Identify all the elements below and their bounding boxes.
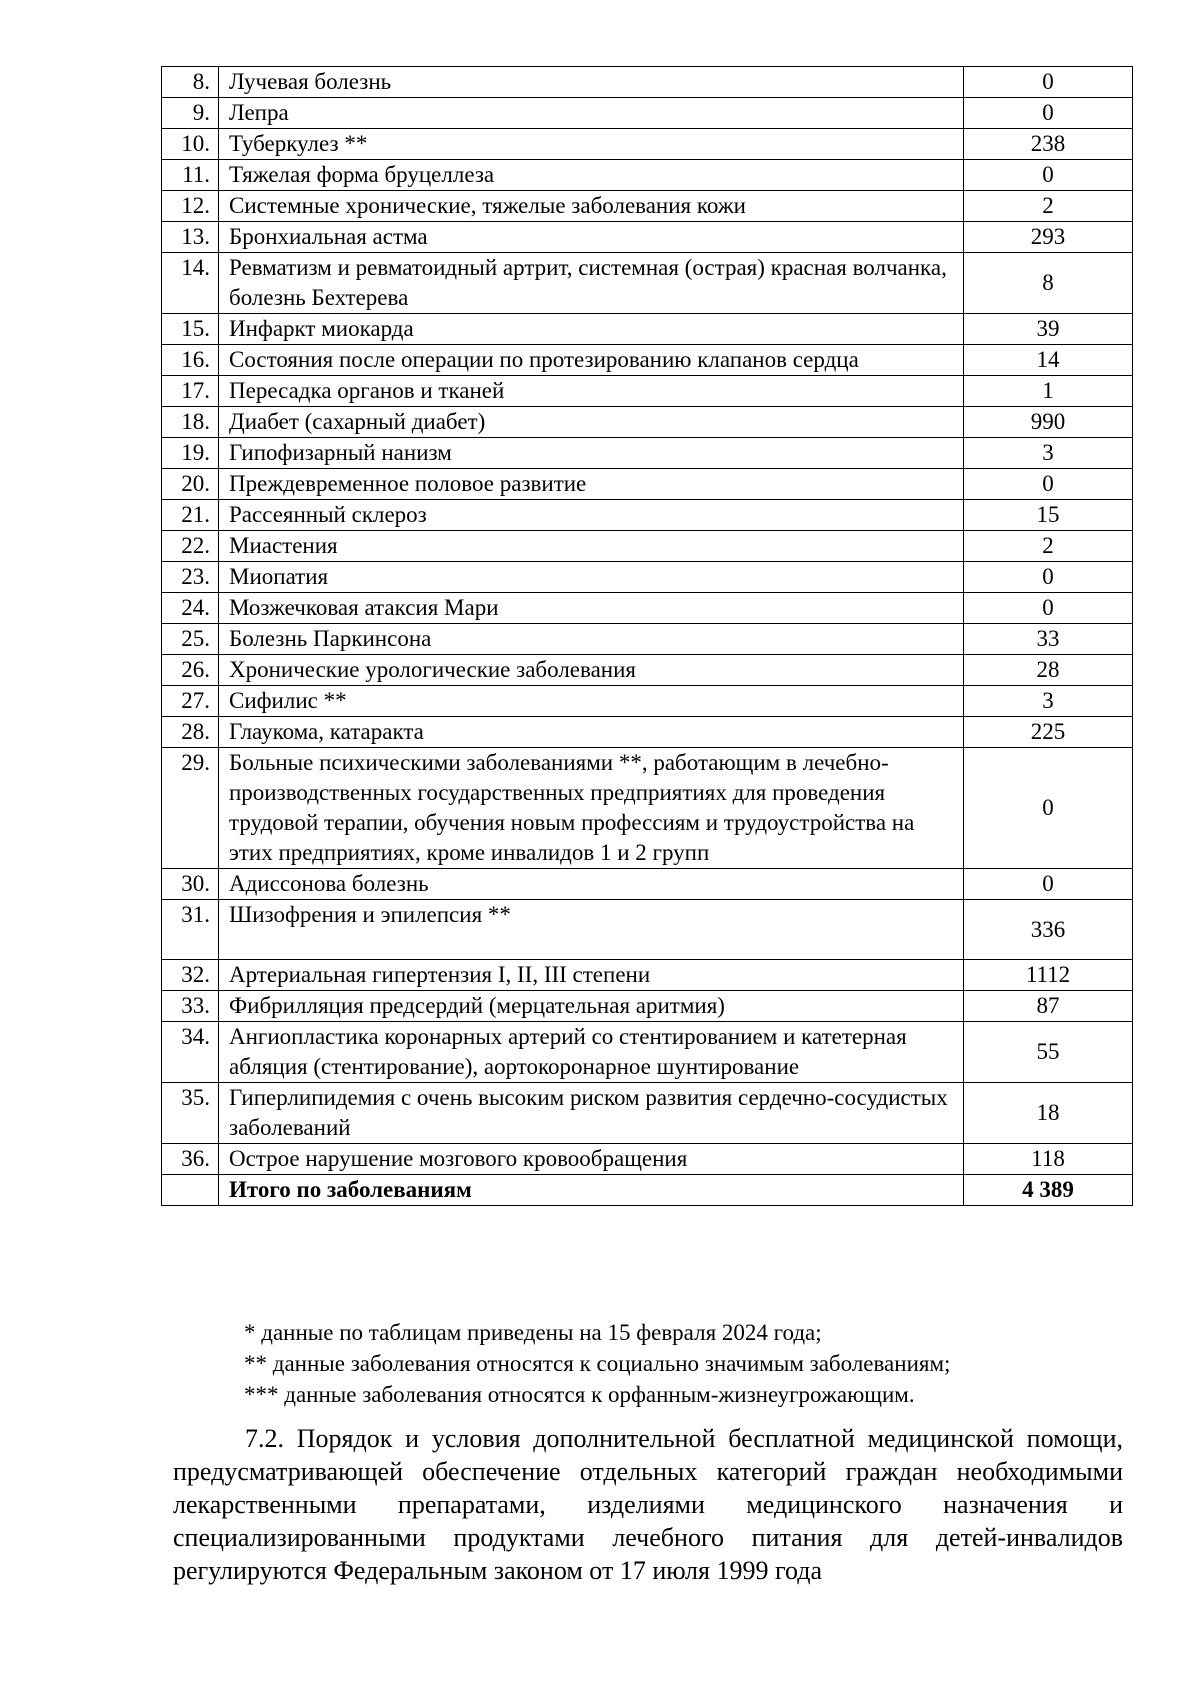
patient-count: 0 xyxy=(964,562,1133,593)
patient-count: 238 xyxy=(964,129,1133,160)
patient-count: 0 xyxy=(964,67,1133,98)
row-number: 36. xyxy=(162,1144,219,1175)
patient-count: 18 xyxy=(964,1083,1133,1144)
disease-name: Итого по заболеваниям xyxy=(219,1175,964,1206)
disease-name: Инфаркт миокарда xyxy=(219,314,964,345)
disease-name: Тяжелая форма бруцеллеза xyxy=(219,160,964,191)
row-number: 32. xyxy=(162,960,219,991)
table-row xyxy=(162,345,1133,376)
patient-count: 4 389 xyxy=(964,1175,1133,1206)
table-row xyxy=(162,655,1133,686)
disease-table xyxy=(161,66,1133,1206)
patient-count: 990 xyxy=(964,407,1133,438)
table-row xyxy=(162,438,1133,469)
row-number: 19. xyxy=(162,438,219,469)
disease-name: Фибрилляция предсердий (мерцательная аритмия) xyxy=(219,991,964,1022)
row-number: 31. xyxy=(162,900,219,960)
row-number: 11. xyxy=(162,160,219,191)
row-number: 9. xyxy=(162,98,219,129)
row-number: 13. xyxy=(162,222,219,253)
table-row xyxy=(162,129,1133,160)
row-number: 15. xyxy=(162,314,219,345)
table-row xyxy=(162,717,1133,748)
disease-name: Острое нарушение мозгового кровообращения xyxy=(219,1144,964,1175)
disease-name: Состояния после операции по протезированию клапанов сердца xyxy=(219,345,964,376)
patient-count: 3 xyxy=(964,438,1133,469)
disease-name: Преждевременное половое развитие xyxy=(219,469,964,500)
disease-table-body xyxy=(162,67,1133,1206)
patient-count: 2 xyxy=(964,531,1133,562)
patient-count: 293 xyxy=(964,222,1133,253)
disease-name: Гиперлипидемия с очень высоким риском развития сердечно-сосудистых заболеваний xyxy=(219,1083,964,1144)
disease-name: Болезнь Паркинсона xyxy=(219,624,964,655)
disease-name: Ревматизм и ревматоидный артрит, системная (острая) красная волчанка, болезнь Бехтерева xyxy=(219,253,964,314)
patient-count: 0 xyxy=(964,469,1133,500)
footnote: *** данные заболевания относятся к орфанным-жизнеугрожающим. xyxy=(244,1382,915,1407)
row-number: 33. xyxy=(162,991,219,1022)
patient-count: 8 xyxy=(964,253,1133,314)
table-row xyxy=(162,686,1133,717)
table-row xyxy=(162,160,1133,191)
table-row xyxy=(162,531,1133,562)
table-row xyxy=(162,1022,1133,1083)
patient-count: 0 xyxy=(964,748,1133,869)
disease-name: Глаукома, катаракта xyxy=(219,717,964,748)
footnote: * данные по таблицам приведены на 15 февраля 2024 года; xyxy=(244,1320,822,1345)
disease-name: Больные психическими заболеваниями **, работающим в лечебно-производственных государственных предприятиях для проведения трудовой терапии, обучения новым профессиям и трудоустройства на этих предприятиях, кроме инвалидов 1 и 2 групп xyxy=(219,748,964,869)
row-number: 10. xyxy=(162,129,219,160)
row-number: 16. xyxy=(162,345,219,376)
patient-count: 336 xyxy=(964,900,1133,960)
disease-name: Ангиопластика коронарных артерий со стентированием и катетерная абляция (стентирование), аортокоронарное шунтирование xyxy=(219,1022,964,1083)
table-row xyxy=(162,748,1133,869)
row-number: 29. xyxy=(162,748,219,869)
table-row xyxy=(162,900,1133,960)
row-number: 35. xyxy=(162,1083,219,1144)
disease-name: Рассеянный склероз xyxy=(219,500,964,531)
row-number: 34. xyxy=(162,1022,219,1083)
table-row xyxy=(162,1083,1133,1144)
row-number: 21. xyxy=(162,500,219,531)
patient-count: 15 xyxy=(964,500,1133,531)
row-number: 30. xyxy=(162,869,219,900)
table-row xyxy=(162,624,1133,655)
patient-count: 0 xyxy=(964,160,1133,191)
disease-name: Адиссонова болезнь xyxy=(219,869,964,900)
row-number: 18. xyxy=(162,407,219,438)
disease-name: Лучевая болезнь xyxy=(219,67,964,98)
row-number: 17. xyxy=(162,376,219,407)
table-row xyxy=(162,191,1133,222)
table-row xyxy=(162,500,1133,531)
row-number: 22. xyxy=(162,531,219,562)
disease-name: Миастения xyxy=(219,531,964,562)
table-row xyxy=(162,98,1133,129)
table-row xyxy=(162,407,1133,438)
table-row xyxy=(162,67,1133,98)
patient-count: 87 xyxy=(964,991,1133,1022)
table-row xyxy=(162,469,1133,500)
disease-name: Гипофизарный нанизм xyxy=(219,438,964,469)
patient-count: 3 xyxy=(964,686,1133,717)
patient-count: 118 xyxy=(964,1144,1133,1175)
footnotes xyxy=(244,1317,950,1410)
patient-count: 1112 xyxy=(964,960,1133,991)
disease-name: Туберкулез ** xyxy=(219,129,964,160)
patient-count: 28 xyxy=(964,655,1133,686)
patient-count: 0 xyxy=(964,98,1133,129)
disease-name: Лепра xyxy=(219,98,964,129)
row-number: 28. xyxy=(162,717,219,748)
row-number: 26. xyxy=(162,655,219,686)
row-number: 14. xyxy=(162,253,219,314)
disease-name: Шизофрения и эпилепсия ** xyxy=(219,900,964,960)
table-row xyxy=(162,869,1133,900)
disease-name: Бронхиальная астма xyxy=(219,222,964,253)
table-row xyxy=(162,562,1133,593)
patient-count: 225 xyxy=(964,717,1133,748)
row-number: 8. xyxy=(162,67,219,98)
disease-name: Миопатия xyxy=(219,562,964,593)
disease-name: Системные хронические, тяжелые заболевания кожи xyxy=(219,191,964,222)
row-number: 20. xyxy=(162,469,219,500)
patient-count: 1 xyxy=(964,376,1133,407)
disease-name: Сифилис ** xyxy=(219,686,964,717)
patient-count: 0 xyxy=(964,593,1133,624)
patient-count: 0 xyxy=(964,869,1133,900)
table-row xyxy=(162,960,1133,991)
table-row xyxy=(162,593,1133,624)
table-row xyxy=(162,376,1133,407)
table-row xyxy=(162,991,1133,1022)
row-number: 27. xyxy=(162,686,219,717)
footnote: ** данные заболевания относятся к социально значимым заболеваниям; xyxy=(244,1351,951,1376)
disease-name: Артериальная гипертензия I, II, III степени xyxy=(219,960,964,991)
row-number: 25. xyxy=(162,624,219,655)
disease-name: Диабет (сахарный диабет) xyxy=(219,407,964,438)
patient-count: 33 xyxy=(964,624,1133,655)
patient-count: 14 xyxy=(964,345,1133,376)
table-row xyxy=(162,1144,1133,1175)
table-row xyxy=(162,222,1133,253)
row-number xyxy=(162,1175,219,1206)
row-number: 23. xyxy=(162,562,219,593)
section-paragraph: 7.2. Порядок и условия дополнительной бесплатной медицинской помощи, предусматривающей обеспечение отдельных категорий граждан необходимыми лекарственными препаратами, изделиями медицинского назначения и специализированными продуктами лечебного питания для детей-инвалидов регулируются Федеральным законом от 17 июля 1999 года xyxy=(173,1424,1123,1585)
disease-name: Пересадка органов и тканей xyxy=(219,376,964,407)
row-number: 12. xyxy=(162,191,219,222)
disease-name: Хронические урологические заболевания xyxy=(219,655,964,686)
table-row xyxy=(162,314,1133,345)
patient-count: 39 xyxy=(964,314,1133,345)
table-row xyxy=(162,253,1133,314)
table-total-row xyxy=(162,1175,1133,1206)
patient-count: 2 xyxy=(964,191,1133,222)
disease-name: Мозжечковая атаксия Мари xyxy=(219,593,964,624)
patient-count: 55 xyxy=(964,1022,1133,1083)
row-number: 24. xyxy=(162,593,219,624)
